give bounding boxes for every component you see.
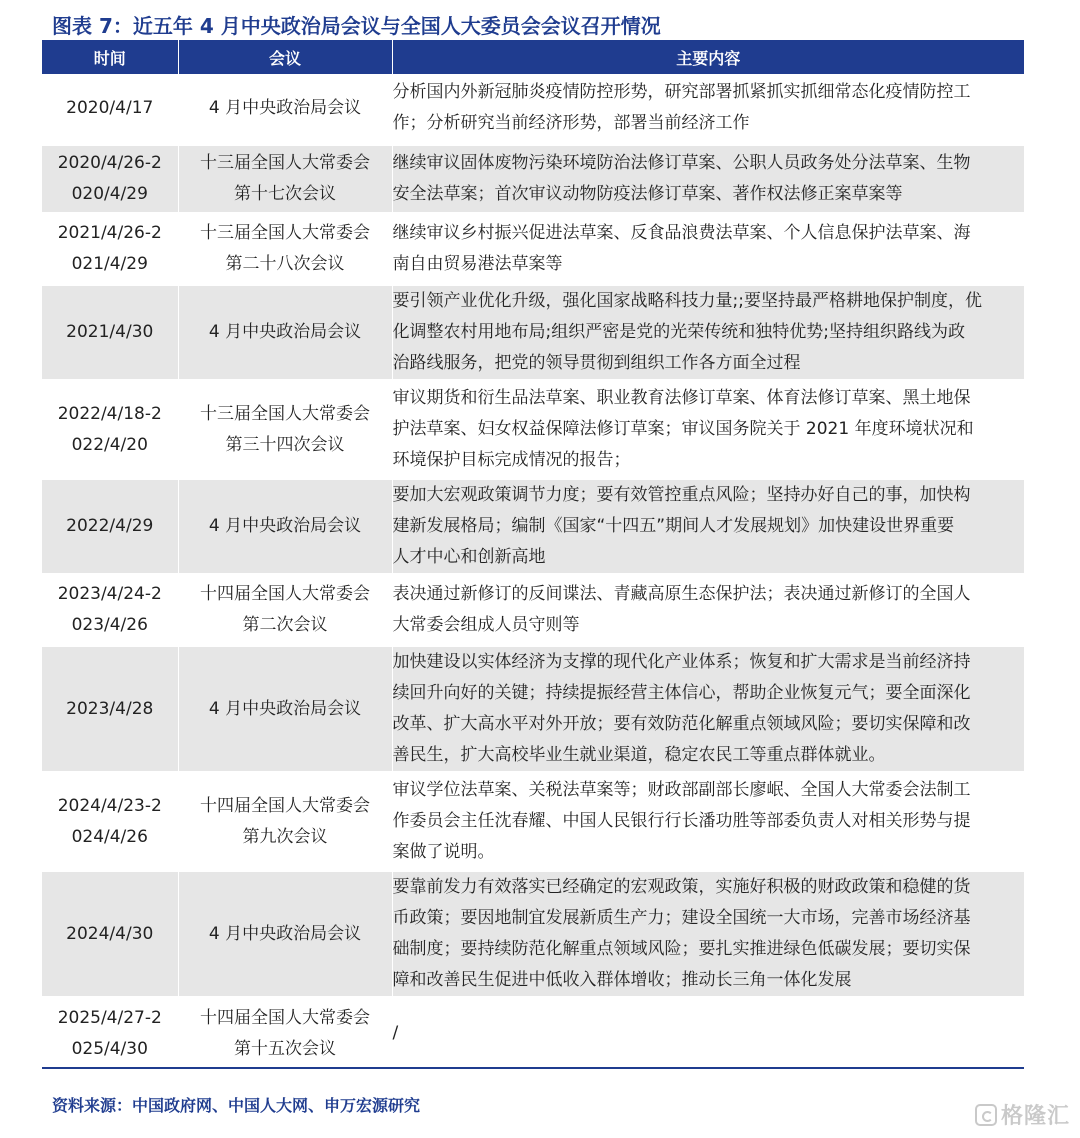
table-row <box>42 773 1024 870</box>
cell-content <box>392 214 1024 284</box>
cell-content-line: 作委员会主任沈春耀、中国人民银行行长潘功胜等部委负责人对相关形势与提 <box>392 811 971 831</box>
cell-content <box>392 645 1024 773</box>
cell-content-line: 要加大宏观政策调节力度；要有效管控重点风险；坚持办好自己的事，加快构 <box>392 485 971 505</box>
figure-title: 图表 7：近五年 4 月中央政治局会议与全国人大委员会会议召开情况 <box>52 14 661 38</box>
cell-meeting-line: 十四届全国人大常委会 <box>200 584 370 604</box>
cell-content <box>392 284 1024 381</box>
cell-meeting-line: 十三届全国人大常委会 <box>200 223 370 243</box>
gelonghui-logo-icon <box>975 1104 997 1126</box>
cell-meeting-line: 十三届全国人大常委会 <box>200 153 370 173</box>
cell-date <box>42 381 178 478</box>
cell-date-line: 2025/4/27-2 <box>57 1007 162 1028</box>
cell-meeting-line: 第十五次会议 <box>234 1038 336 1059</box>
watermark-text: 格隆汇 <box>1000 1104 1070 1129</box>
cell-meeting-line: 十四届全国人大常委会 <box>200 795 370 816</box>
cell-content-line: 护法草案、妇女权益保障法修订草案；审议国务院关于 2021 年度环境状况和 <box>392 419 974 439</box>
source-note: 资料来源：中国政府网、中国人大网、申万宏源研究 <box>52 1096 421 1115</box>
cell-content-line: 建新发展格局；编制《国家“十四五”期间人才发展规划》加快建设世界重要 <box>392 516 955 536</box>
cell-date-line: 2024/4/30 <box>66 923 154 944</box>
cell-content-line: 分析国内外新冠肺炎疫情防控形势，研究部署抓紧抓实抓细常态化疫情防控工 <box>392 82 971 102</box>
cell-meeting-line: 第十七次会议 <box>234 184 336 204</box>
cell-content-line: 环境保护目标完成情况的报告； <box>392 450 631 470</box>
cell-content-line: 障和改善民生促进中低收入群体增收；推动长三角一体化发展 <box>392 970 852 990</box>
cell-content-line: 治路线服务，把党的领导贯彻到组织工作各方面全过程 <box>392 353 801 373</box>
cell-date <box>42 478 178 575</box>
cell-date-line: 020/4/29 <box>71 184 148 204</box>
cell-date-line: 021/4/29 <box>71 254 148 274</box>
cell-content-line: 善民生，扩大高校毕业生就业渠道，稳定农民工等重点群体就业。 <box>392 745 886 765</box>
cell-meeting-line: 4 月中央政治局会议 <box>208 923 362 944</box>
table-row <box>42 645 1024 773</box>
cell-content <box>392 478 1024 575</box>
cell-content-line: 继续审议乡村振兴促进法草案、反食品浪费法草案、个人信息保护法草案、海 <box>392 223 971 243</box>
cell-content <box>392 74 1024 144</box>
cell-content-line: 审议期货和衍生品法草案、职业教育法修订草案、体育法修订草案、黑土地保 <box>392 388 971 408</box>
cell-meeting-line: 4 月中央政治局会议 <box>208 516 362 536</box>
cell-date <box>42 74 178 144</box>
cell-content-line: 审议学位法草案、关税法草案等；财政部副部长廖岷、全国人大常委会法制工 <box>392 780 971 800</box>
meetings-table <box>42 40 1024 1069</box>
cell-content-line: 大常委会组成人员守则等 <box>392 615 580 635</box>
table-row <box>42 575 1024 645</box>
cell-date <box>42 773 178 870</box>
cell-content <box>392 998 1024 1068</box>
cell-date-line: 023/4/26 <box>71 615 148 635</box>
cell-date-line: 2023/4/28 <box>66 698 154 719</box>
cell-date-line: 2020/4/17 <box>66 97 154 118</box>
header-time: 时间 <box>42 40 178 74</box>
header-meeting: 会议 <box>178 40 392 74</box>
table-row <box>42 998 1024 1068</box>
cell-meeting-line: 十三届全国人大常委会 <box>200 403 370 424</box>
cell-content-line: / <box>392 1023 399 1043</box>
cell-content-line: 作；分析研究当前经济形势，部署当前经济工作 <box>392 113 750 133</box>
cell-content-line: 南自由贸易港法草案等 <box>392 254 563 274</box>
cell-date <box>42 144 178 214</box>
cell-meeting <box>178 645 392 773</box>
cell-date <box>42 214 178 284</box>
cell-meeting-line: 第二次会议 <box>242 615 328 635</box>
cell-content <box>392 575 1024 645</box>
cell-date-line: 2022/4/29 <box>66 516 154 536</box>
header-content: 主要内容 <box>392 40 1024 74</box>
cell-date-line: 2020/4/26-2 <box>57 153 162 173</box>
cell-meeting <box>178 74 392 144</box>
cell-content-line: 安全法草案；首次审议动物防疫法修订草案、著作权法修正案草案等 <box>392 184 903 204</box>
cell-content-line: 要靠前发力有效落实已经确定的宏观政策，实施好积极的财政政策和稳健的货 <box>392 877 971 897</box>
cell-meeting <box>178 144 392 214</box>
cell-meeting-line: 第二十八次会议 <box>225 254 345 274</box>
cell-content <box>392 381 1024 478</box>
cell-meeting-line: 4 月中央政治局会议 <box>208 698 362 719</box>
table-row <box>42 478 1024 575</box>
cell-meeting <box>178 575 392 645</box>
cell-content-line: 续回升向好的关键；持续提振经营主体信心，帮助企业恢复元气；要全面深化 <box>392 683 971 703</box>
cell-date-line: 024/4/26 <box>71 826 148 847</box>
cell-date <box>42 575 178 645</box>
cell-meeting-line: 第九次会议 <box>242 826 328 847</box>
table-row <box>42 284 1024 381</box>
cell-date-line: 025/4/30 <box>71 1038 148 1059</box>
cell-content <box>392 870 1024 998</box>
cell-meeting-line: 4 月中央政治局会议 <box>208 97 362 118</box>
table-row <box>42 214 1024 284</box>
cell-meeting-line: 第三十四次会议 <box>225 434 345 455</box>
cell-date-line: 2024/4/23-2 <box>57 795 162 816</box>
cell-date-line: 2021/4/26-2 <box>57 223 162 243</box>
cell-meeting <box>178 381 392 478</box>
cell-date <box>42 870 178 998</box>
cell-date <box>42 645 178 773</box>
cell-content-line: 加快建设以实体经济为支撑的现代化产业体系；恢复和扩大需求是当前经济持 <box>392 652 971 672</box>
table-body <box>42 74 1024 1068</box>
cell-content <box>392 773 1024 870</box>
cell-meeting-line: 十四届全国人大常委会 <box>200 1007 370 1028</box>
cell-content-line: 人才中心和创新高地 <box>392 547 546 567</box>
cell-meeting <box>178 870 392 998</box>
watermark <box>975 1099 1070 1130</box>
cell-content <box>392 144 1024 214</box>
cell-meeting <box>178 773 392 870</box>
cell-meeting <box>178 998 392 1068</box>
cell-meeting <box>178 478 392 575</box>
table-header-row <box>42 40 1024 74</box>
cell-content-line: 要引领产业优化升级，强化国家战略科技力量;;要坚持最严格耕地保护制度，优 <box>392 291 982 311</box>
cell-meeting-line: 4 月中央政治局会议 <box>208 322 362 342</box>
cell-content-line: 表决通过新修订的反间谍法、青藏高原生态保护法；表决通过新修订的全国人 <box>392 584 971 604</box>
cell-date-line: 022/4/20 <box>71 434 148 455</box>
cell-meeting <box>178 214 392 284</box>
cell-content-line: 案做了说明。 <box>392 842 495 862</box>
cell-date-line: 2022/4/18-2 <box>57 403 162 424</box>
table-row <box>42 144 1024 214</box>
cell-meeting <box>178 284 392 381</box>
table-row <box>42 74 1024 144</box>
cell-content-line: 础制度；要持续防范化解重点领域风险；要扎实推进绿色低碳发展；要切实保 <box>392 939 971 959</box>
table-row <box>42 870 1024 998</box>
cell-date-line: 2021/4/30 <box>66 322 154 342</box>
cell-date <box>42 284 178 381</box>
cell-date-line: 2023/4/24-2 <box>57 584 162 604</box>
cell-content-line: 币政策；要因地制宜发展新质生产力；建设全国统一大市场，完善市场经济基 <box>392 908 971 928</box>
cell-content-line: 化调整农村用地布局;组织严密是党的光荣传统和独特优势;坚持组织路线为政 <box>392 322 965 342</box>
cell-date <box>42 998 178 1068</box>
cell-content-line: 继续审议固体废物污染环境防治法修订草案、公职人员政务处分法草案、生物 <box>392 153 971 173</box>
cell-content-line: 改革、扩大高水平对外开放；要有效防范化解重点领域风险；要切实保障和改 <box>392 714 971 734</box>
table-row <box>42 381 1024 478</box>
